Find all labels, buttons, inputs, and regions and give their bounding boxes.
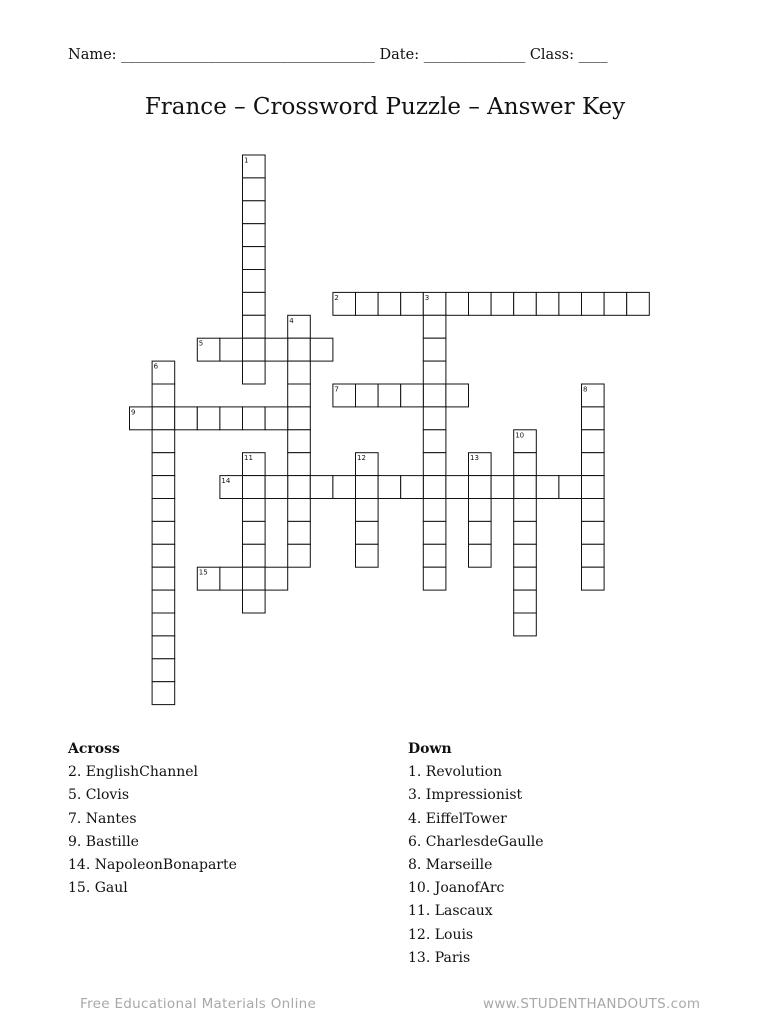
grid-cell[interactable] [446,384,469,407]
grid-cell[interactable] [423,499,446,522]
down-clue-1: 1. Revolution [408,764,503,781]
grid-cell[interactable] [152,682,175,705]
down-clue-12: 12. Louis [408,926,474,943]
grid-cell[interactable] [243,407,266,430]
grid-cell[interactable] [152,453,175,476]
grid-cell[interactable] [469,521,492,544]
clue-number-10: 10 [515,431,525,440]
grid-cell[interactable] [152,636,175,659]
grid-cell[interactable] [491,292,514,315]
footer-left: Free Educational Materials Online [80,996,317,1012]
grid-cell[interactable] [243,361,266,384]
across-clue-5: 5. Clovis [68,787,129,804]
name-label: Name: [68,47,117,63]
grid-cell[interactable] [423,384,446,407]
grid-cell[interactable] [582,476,605,499]
grid-cell[interactable] [469,544,492,567]
grid-cell[interactable] [220,567,243,590]
grid-cell[interactable] [288,338,311,361]
across-clue-15: 15. Gaul [68,880,128,897]
across-clue-7: 7. Nantes [68,810,137,827]
clue-number-12: 12 [357,454,366,463]
grid-cell[interactable] [243,178,266,201]
grid-cell[interactable] [152,407,175,430]
grid-cell[interactable] [265,407,288,430]
across-clues [68,738,237,900]
grid-cell[interactable] [469,476,492,499]
date-label: Date: [379,47,420,63]
grid-cell[interactable] [423,315,446,338]
grid-cell[interactable] [243,315,266,338]
grid-cell[interactable] [378,476,401,499]
grid-cell[interactable] [378,292,401,315]
grid-cell[interactable] [152,476,175,499]
grid-cell[interactable] [356,384,379,407]
grid-cell[interactable] [152,499,175,522]
grid-cell[interactable] [536,292,559,315]
grid-cell[interactable] [559,476,582,499]
grid-cell[interactable] [288,521,311,544]
down-clue-8: 8. Marseille [408,857,493,874]
footer-right: www.STUDENTHANDOUTS.com [483,996,701,1012]
grid-cell[interactable] [152,613,175,636]
grid-cell[interactable] [514,613,537,636]
grid-cell[interactable] [514,499,537,522]
clue-number-3: 3 [424,293,430,302]
grid-cell[interactable] [356,292,379,315]
grid-cell[interactable] [243,201,266,224]
clue-number-9: 9 [131,408,136,417]
grid-cell[interactable] [559,292,582,315]
clue-number-1: 1 [244,156,249,165]
grid-cell[interactable] [627,292,650,315]
name-blank[interactable]: ___________________________________ [121,47,375,63]
grid-cell[interactable] [152,659,175,682]
down-clues [408,738,544,970]
class-blank[interactable]: ____ [578,47,608,63]
grid-cell[interactable] [288,384,311,407]
clue-number-11: 11 [244,454,253,463]
grid-cell[interactable] [423,361,446,384]
grid-cell[interactable] [469,499,492,522]
grid-cell[interactable] [423,521,446,544]
across-clue-2: 2. EnglishChannel [68,764,199,781]
grid-cell[interactable] [491,476,514,499]
down-clue-11: 11. Lascaux [408,903,493,920]
grid-cell[interactable] [197,407,220,430]
grid-cell[interactable] [423,476,446,499]
grid-cell[interactable] [514,292,537,315]
clue-number-7: 7 [334,385,339,394]
page-title: France – Crossword Puzzle – Answer Key [144,94,626,120]
grid-cell[interactable] [175,407,198,430]
grid-cell[interactable] [243,338,266,361]
grid-cell[interactable] [469,292,492,315]
grid-cell[interactable] [333,476,356,499]
grid-cell[interactable] [356,476,379,499]
across-clue-14: 14. NapoleonBonaparte [68,857,237,874]
grid-cell[interactable] [265,476,288,499]
grid-cell[interactable] [243,247,266,270]
grid-cell[interactable] [423,453,446,476]
grid-cell[interactable] [152,590,175,613]
grid-cell[interactable] [220,407,243,430]
across-clue-9: 9. Bastille [68,833,139,850]
class-label: Class: [529,47,574,63]
grid-cell[interactable] [356,521,379,544]
grid-cell[interactable] [243,270,266,293]
grid-cell[interactable] [423,338,446,361]
grid-cell[interactable] [401,476,424,499]
grid-cell[interactable] [152,384,175,407]
down-clue-4: 4. EiffelTower [408,810,507,827]
grid-cell[interactable] [243,521,266,544]
grid-cell[interactable] [514,521,537,544]
grid-cell[interactable] [265,338,288,361]
grid-cell[interactable] [514,476,537,499]
clue-number-8: 8 [583,385,588,394]
grid-cell[interactable] [243,499,266,522]
grid-cell[interactable] [288,476,311,499]
grid-cell[interactable] [401,384,424,407]
grid-cell[interactable] [243,590,266,613]
grid-cell[interactable] [265,567,288,590]
clue-number-13: 13 [470,454,479,463]
grid-cell[interactable] [152,544,175,567]
down-clue-3: 3. Impressionist [408,787,523,804]
grid-cell[interactable] [220,338,243,361]
grid-cell[interactable] [446,292,469,315]
grid-cell[interactable] [536,476,559,499]
grid-cell[interactable] [582,499,605,522]
grid-cell[interactable] [288,499,311,522]
grid-cell[interactable] [243,224,266,247]
grid-cell[interactable] [423,407,446,430]
down-clue-6: 6. CharlesdeGaulle [408,833,544,850]
clue-number-4: 4 [289,316,294,325]
grid-cell[interactable] [356,499,379,522]
clue-number-15: 15 [198,568,208,577]
down-heading: Down [408,741,452,757]
grid-cell[interactable] [514,453,537,476]
grid-cell[interactable] [423,430,446,453]
down-clue-10: 10. JoanofArc [408,880,505,897]
grid-cell[interactable] [243,292,266,315]
grid-cell[interactable] [514,544,537,567]
grid-cell[interactable] [378,384,401,407]
grid-cell[interactable] [582,292,605,315]
grid-cell[interactable] [401,292,424,315]
grid-cell[interactable] [152,567,175,590]
grid-cell[interactable] [514,567,537,590]
grid-cell[interactable] [152,430,175,453]
grid-cell[interactable] [288,544,311,567]
grid-cell[interactable] [582,453,605,476]
clue-number-5: 5 [198,339,204,348]
grid-cell[interactable] [243,567,266,590]
grid-cell[interactable] [288,361,311,384]
grid-cell[interactable] [288,453,311,476]
grid-cell[interactable] [582,544,605,567]
grid-cell[interactable] [310,338,333,361]
grid-cell[interactable] [310,476,333,499]
grid-cell[interactable] [152,521,175,544]
clue-number-14: 14 [221,477,231,486]
grid-cell[interactable] [604,292,627,315]
grid-cell[interactable] [243,544,266,567]
grid-cell[interactable] [582,567,605,590]
grid-cell[interactable] [582,521,605,544]
grid-cell[interactable] [356,544,379,567]
grid-cell[interactable] [446,476,469,499]
grid-cell[interactable] [423,544,446,567]
grid-cell[interactable] [514,590,537,613]
grid-cell[interactable] [288,430,311,453]
across-heading: Across [68,741,120,757]
clue-number-6: 6 [153,362,159,371]
grid-cell[interactable] [582,407,605,430]
grid-cell[interactable] [288,407,311,430]
grid-cell[interactable] [243,476,266,499]
grid-cell[interactable] [423,567,446,590]
date-blank[interactable]: ______________ [423,47,526,63]
down-clue-13: 13. Paris [408,949,471,966]
grid-cell[interactable] [582,430,605,453]
clue-number-2: 2 [334,293,339,302]
